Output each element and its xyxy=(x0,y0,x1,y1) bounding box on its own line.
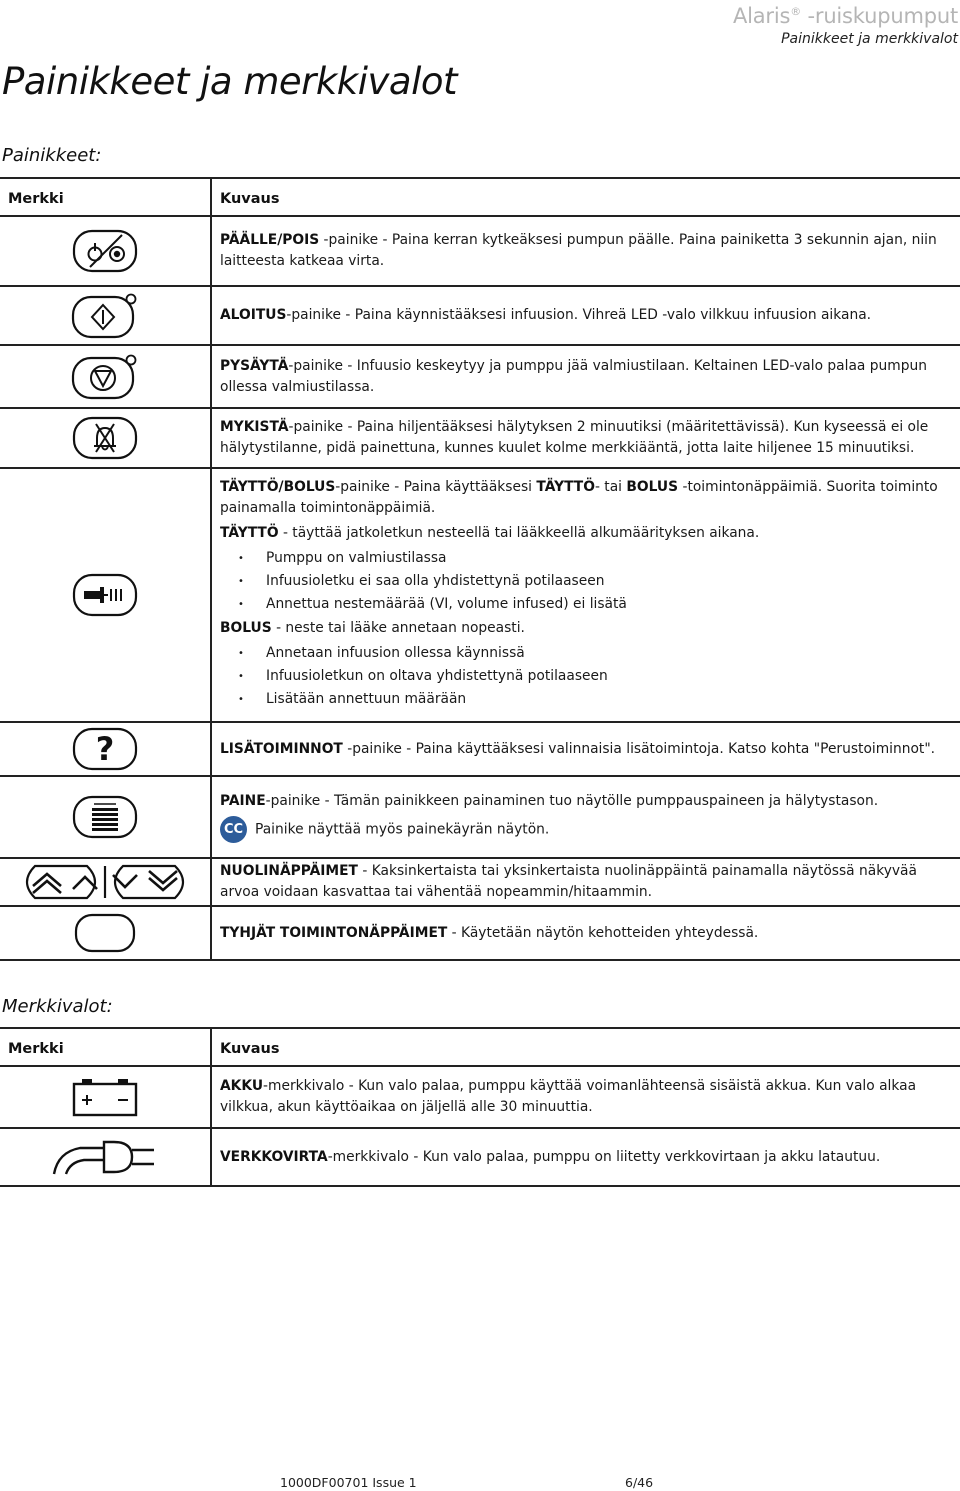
column-header-symbol: Merkki xyxy=(0,1028,211,1066)
description-cell xyxy=(211,776,960,858)
arrow-keys-icon xyxy=(17,864,193,900)
symbol-cell xyxy=(0,468,211,722)
table-row xyxy=(0,858,960,906)
list-item: • Lisätään annettuun määrään xyxy=(238,688,952,711)
question-mark-icon xyxy=(72,727,138,771)
pressure-description: PAINE-painike - Tämän painikkeen painaminen tuo näytölle pumppauspaineen ja hälytystason. xyxy=(220,793,879,809)
list-item: • Annetaan infuusion ollessa käynnissä xyxy=(238,642,952,665)
column-header-description: Kuvaus xyxy=(211,1028,960,1066)
symbol-cell xyxy=(0,286,211,345)
running-header xyxy=(733,0,958,48)
indicators-table xyxy=(0,1027,960,1187)
prime-conditions-list xyxy=(220,547,952,616)
list-item: • Infuusioletkun on oltava yhdistettynä potilaaseen xyxy=(238,665,952,688)
symbol-cell xyxy=(0,722,211,776)
column-header-symbol: Merkki xyxy=(0,178,211,216)
svg-text:?: ? xyxy=(95,730,115,768)
symbol-cell xyxy=(0,1066,211,1128)
cc-badge-icon: CC xyxy=(220,816,247,843)
mains-plug-icon xyxy=(50,1136,160,1178)
list-item: • Pumppu on valmiustilassa xyxy=(238,547,952,570)
indicators-section-title: Merkkivalot: xyxy=(2,996,113,1017)
description-cell: ALOITUS-painike - Paina käynnistääksesi infuusion. Vihreä LED -valo vilkkuu infuusion aikana. xyxy=(211,286,960,345)
silence-alarm-icon xyxy=(72,416,138,460)
symbol-cell xyxy=(0,776,211,858)
power-on-off-icon xyxy=(72,229,138,273)
footer-doc-id: 1000DF00701 Issue 1 xyxy=(280,1475,417,1490)
description-cell: PÄÄLLE/POIS -painike - Paina kerran kytkeäksesi pumpun päälle. Paina painiketta 3 sekunnin ajan, niin laitteesta katkeaa virta. xyxy=(211,216,960,286)
table-row xyxy=(0,216,960,286)
description-cell: VERKKOVIRTA-merkkivalo - Kun valo palaa, pumppu on liitetty verkkovirtaan ja akku latautuu. xyxy=(211,1128,960,1186)
table-row xyxy=(0,1066,960,1128)
blank-softkey-icon xyxy=(74,913,136,953)
table-row xyxy=(0,1128,960,1186)
start-icon xyxy=(71,293,139,339)
table-row xyxy=(0,468,960,722)
table-row xyxy=(0,776,960,858)
table-row xyxy=(0,408,960,468)
symbol-cell xyxy=(0,408,211,468)
list-item: • Annettua nestemäärää (VI, volume infused) ei lisätä xyxy=(238,593,952,616)
buttons-table xyxy=(0,177,960,961)
description-cell: AKKU-merkkivalo - Kun valo palaa, pumppu käyttää voimanlähteensä sisäistä akkua. Kun valo alkaa vilkkua, akun käyttöaikaa on jäljellä alle 30 minuuttia. xyxy=(211,1066,960,1128)
table-header-row xyxy=(0,178,960,216)
prime-bolus-icon xyxy=(72,573,138,617)
description-cell: PYSÄYTÄ-painike - Infuusio keskeytyy ja pumppu jää valmiustilaan. Keltainen LED-valo palaa pumpun ollessa valmiustilassa. xyxy=(211,345,960,408)
table-row xyxy=(0,286,960,345)
cc-note: CC Painike näyttää myös painekäyrän näytön. xyxy=(220,816,952,843)
description-cell xyxy=(211,468,960,722)
buttons-section-title: Painikkeet: xyxy=(2,145,102,166)
header-subtitle: Painikkeet ja merkkivalot xyxy=(781,31,958,47)
bolus-description: BOLUS - neste tai lääke annetaan nopeasti. xyxy=(220,620,525,636)
description-cell: LISÄTOIMINNOT -painike - Paina käyttääksesi valinnaisia lisätoimintoja. Katso kohta "Perustoiminnot". xyxy=(211,722,960,776)
footer-page-number: 6/46 xyxy=(625,1475,654,1490)
description-cell: NUOLINÄPPÄIMET - Kaksinkertaista tai yksinkertaista nuolinäppäintä painamalla näytössä näkyvää arvoa voidaan kasvattaa tai vähentää nopeammin/hitaammin. xyxy=(211,858,960,906)
pressure-icon xyxy=(72,795,138,839)
prime-description: TÄYTTÖ - täyttää jatkoletkun nesteellä tai lääkkeellä alkumäärityksen aikana. xyxy=(220,525,760,541)
list-item: • Infuusioletku ei saa olla yhdistettynä potilaaseen xyxy=(238,570,952,593)
table-header-row xyxy=(0,1028,960,1066)
column-header-description: Kuvaus xyxy=(211,178,960,216)
description-cell: TYHJÄT TOIMINTONÄPPÄIMET - Käytetään näytön kehotteiden yhteydessä. xyxy=(211,906,960,960)
table-row xyxy=(0,906,960,960)
description-cell: MYKISTÄ-painike - Paina hiljentääksesi hälytyksen 2 minuutiksi (määritettävissä). Kun kyseessä ei ole hälytystilanne, pidä painettuna, kunnes kuulet kolme merkkiääntä, jotta laite hiljenee 15 minuutiksi. xyxy=(211,408,960,468)
table-row xyxy=(0,345,960,408)
symbol-cell xyxy=(0,906,211,960)
symbol-cell xyxy=(0,1128,211,1186)
symbol-cell xyxy=(0,345,211,408)
symbol-cell xyxy=(0,858,211,906)
brand-title: Alaris® -ruiskupumput xyxy=(732,4,958,28)
battery-icon xyxy=(72,1077,138,1117)
table-row xyxy=(0,722,960,776)
symbol-cell xyxy=(0,216,211,286)
stop-icon xyxy=(71,354,139,400)
bolus-conditions-list xyxy=(220,642,952,711)
page-title: Painikkeet ja merkkivalot xyxy=(2,60,458,103)
prime-bolus-intro: TÄYTTÖ/BOLUS-painike - Paina käyttääksesi TÄYTTÖ- tai BOLUS -toimintonäppäimiä. Suorita toiminto painamalla toimintonäppäimiä. xyxy=(220,479,938,516)
